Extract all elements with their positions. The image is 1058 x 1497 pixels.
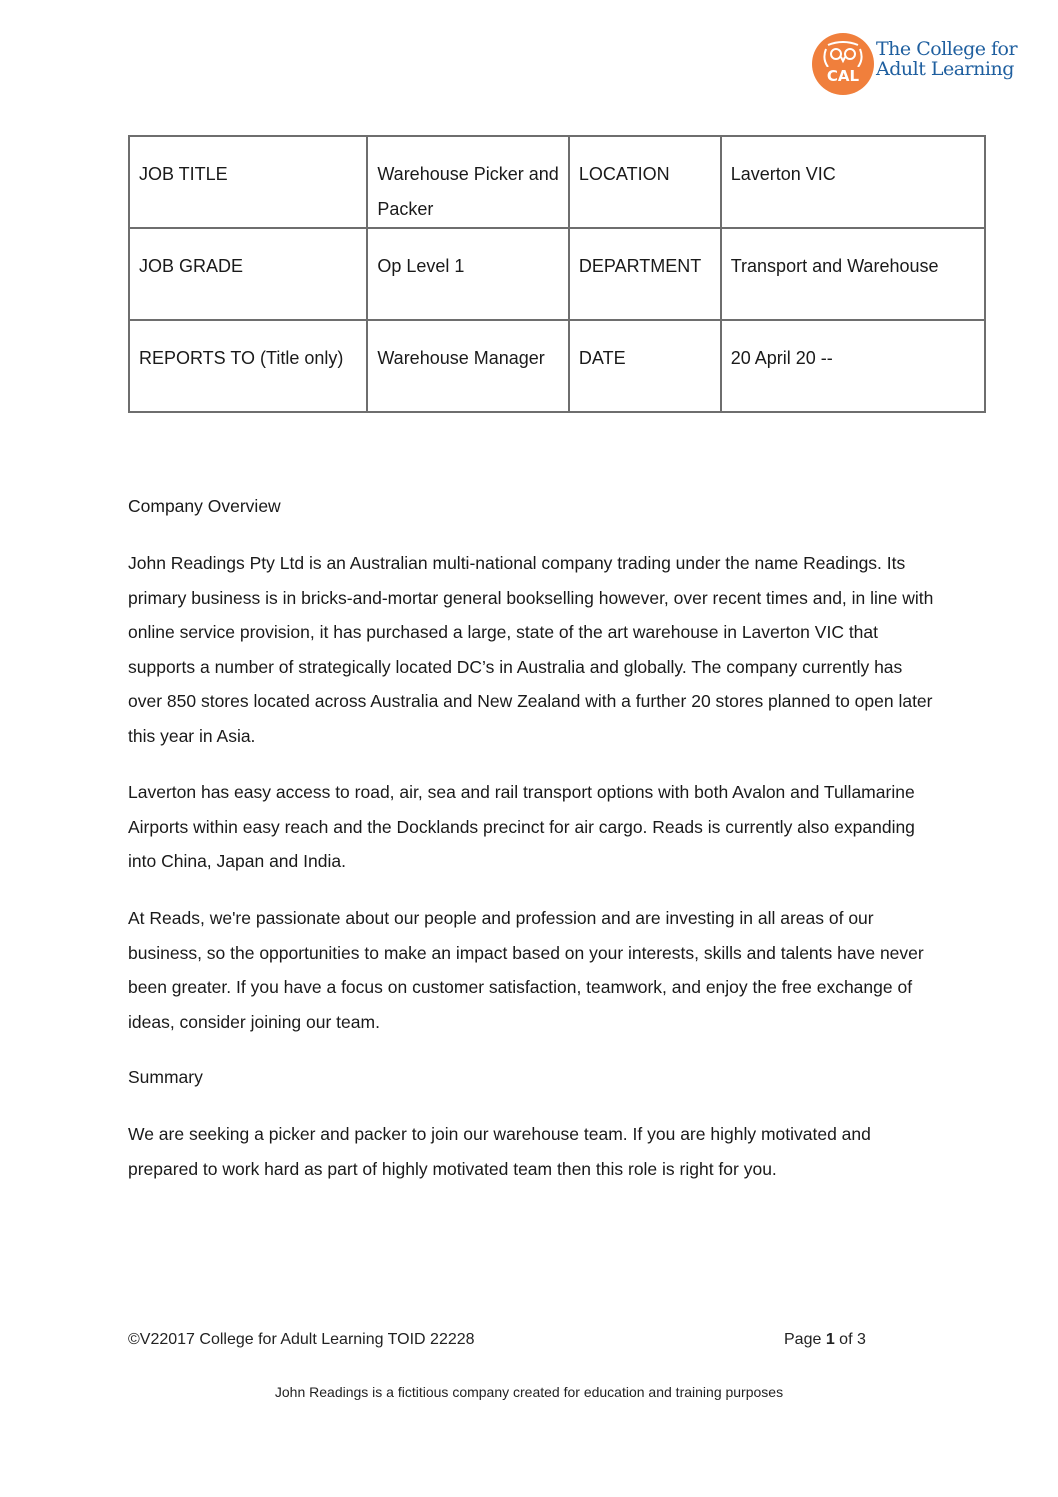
location-label: LOCATION [569,136,721,228]
logo-initials: CAL [826,67,860,85]
job-grade-value: Op Level 1 [367,228,569,320]
page-of: of [834,1331,857,1348]
summary-heading: Summary [128,1067,203,1087]
table-row [129,228,985,320]
footer-disclaimer: John Readings is a fictitious company created for education and training purposes [274,1384,784,1400]
logo-wordmark [876,39,1017,79]
summary-paragraph: We are seeking a picker and packer to join our warehouse team. If you are highly motivated and prepared to work hard as part of highly motivated team then this role is right for you. [128,1124,871,1179]
logo-line-1: The College for [876,38,1018,60]
company-overview-heading: Company Overview [128,496,281,516]
page-current: 1 [825,1331,835,1348]
table-row [129,136,985,228]
overview-paragraph: Laverton has easy access to road, air, sea and rail transport options with both Avalon and Tullamarine Airports within easy reach and the Docklands precinct for air cargo. Reads is currently also expanding into China, Japan and India. [128,782,915,871]
logo-line-2: Adult Learning [876,58,1014,80]
department-label-text: DEPARTMENT [578,256,702,276]
date-label: DATE [569,320,721,412]
owl-icon [822,41,864,67]
job-grade-label: JOB GRADE [129,228,367,320]
department-label [569,228,721,320]
job-title-label: JOB TITLE [129,136,367,228]
logo-badge [812,33,874,95]
overview-paragraph: John Readings Pty Ltd is an Australian multi-national company trading under the name Readings. Its primary business is in bricks-and-mortar general bookselling however, over recent times and, in line with online service provision, it has purchased a large, state of the art warehouse in Laverton VIC that supports a number of strategically located DC’s in Australia and globally. The company currently has over 850 stores located across Australia and New Zealand with a further 20 stores planned to open later this year in Asia. [128,553,934,746]
job-title-value: Warehouse Picker and Packer [367,136,569,228]
job-details-table [128,135,986,413]
date-value: 20 April 20 -- [721,320,985,412]
page-total: 3 [856,1331,866,1348]
location-value: Laverton VIC [721,136,985,228]
table-row [129,320,985,412]
page-number [784,1331,866,1349]
page-prefix: Page [784,1331,826,1348]
overview-paragraph: At Reads, we're passionate about our people and profession and are investing in all areas of our business, so the opportunities to make an impact based on your interests, skills and talents have never been greater. If you have a focus on customer satisfaction, teamwork, and enjoy the free exchange of ideas, consider joining our team. [128,908,924,1032]
footer-copyright: ©V22017 College for Adult Learning TOID 22228 [128,1331,475,1348]
reports-to-value: Warehouse Manager [367,320,569,412]
college-logo [812,33,1022,97]
department-value: Transport and Warehouse [721,228,985,320]
reports-to-label: REPORTS TO (Title only) [129,320,367,412]
